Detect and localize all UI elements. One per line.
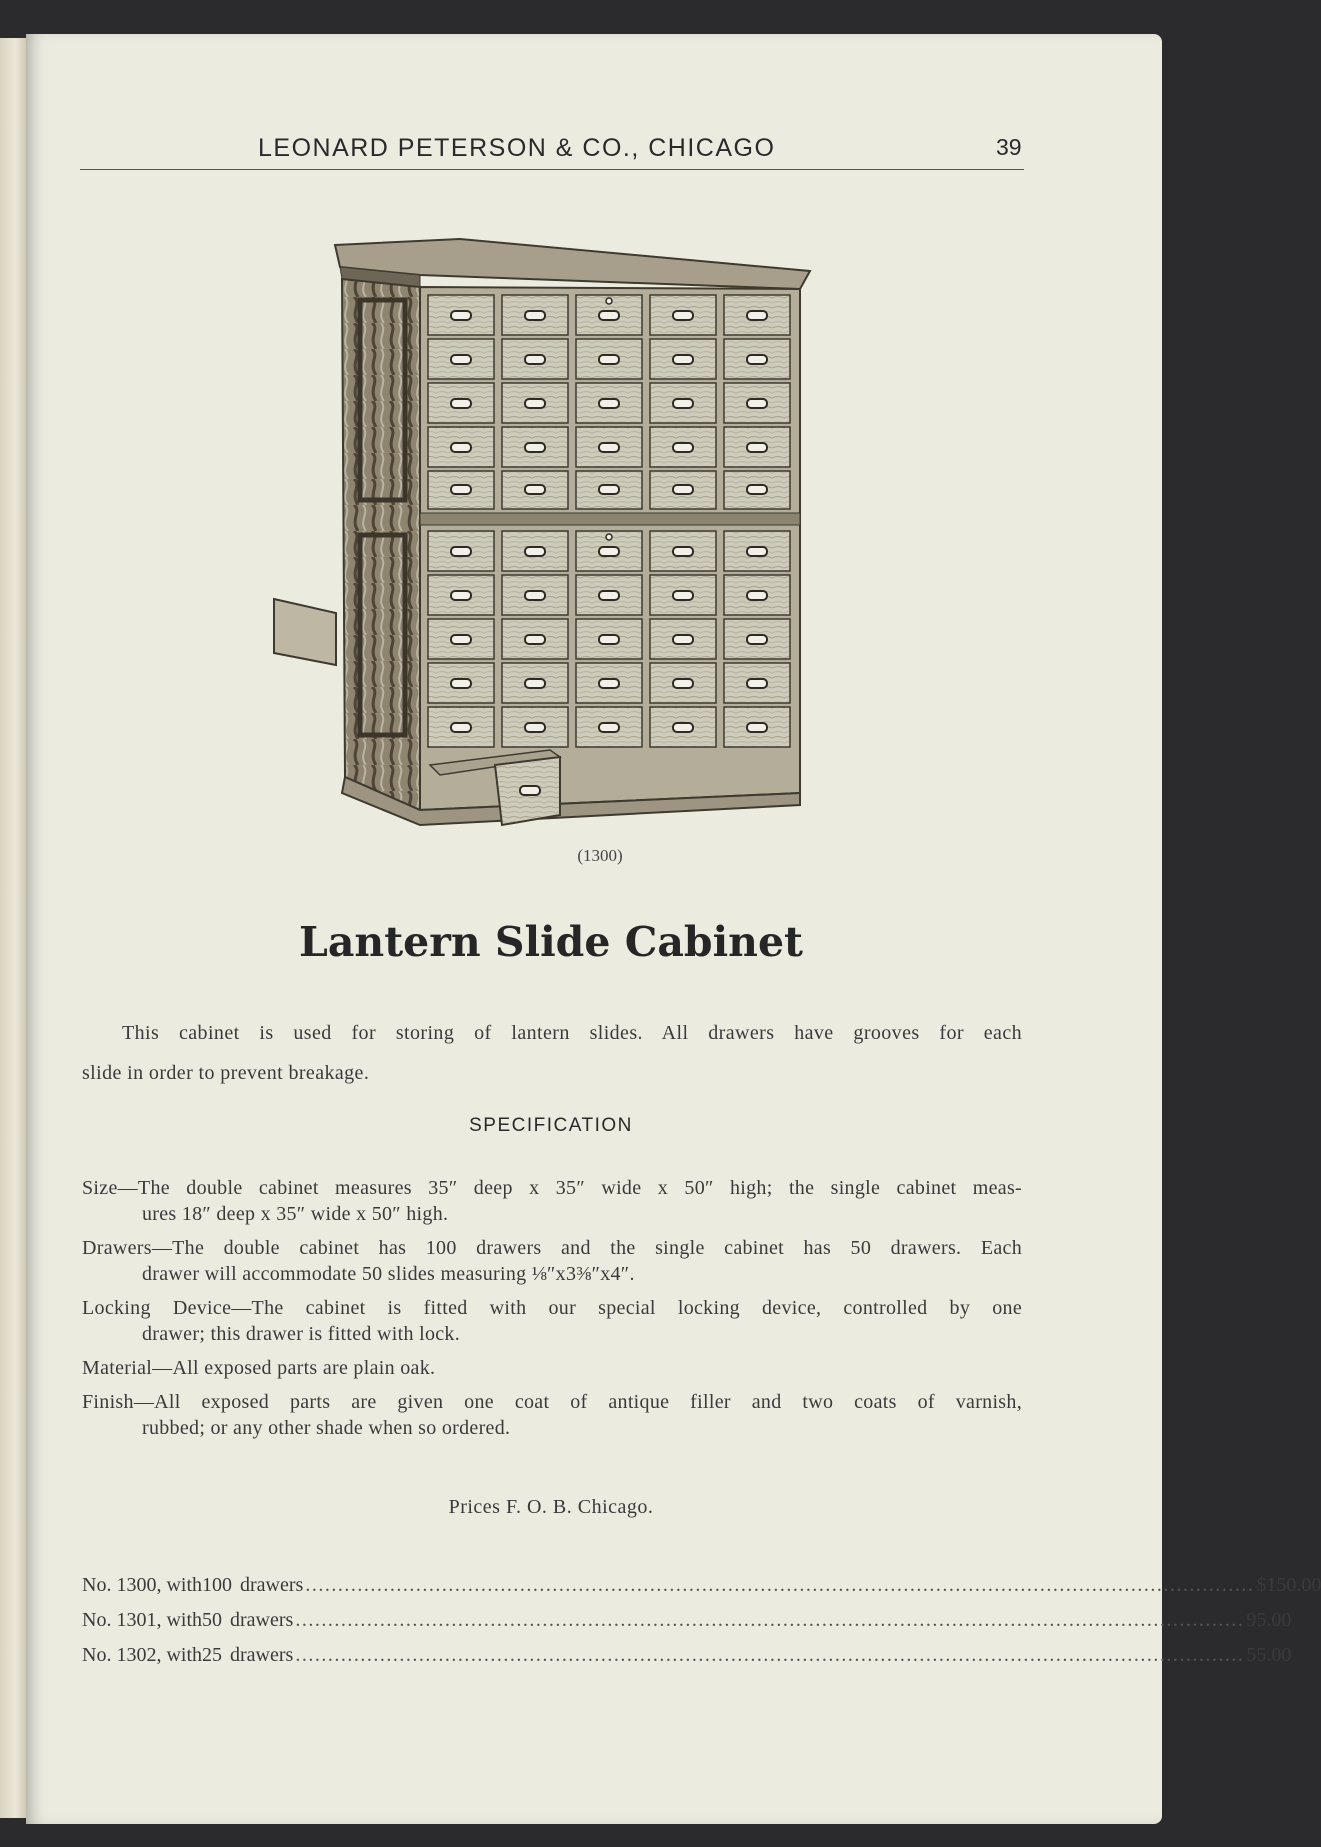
model-number: No. 1302, with <box>82 1644 202 1666</box>
spec-text: Drawers—The double cabinet has 100 drawers and the single cabinet has 50 drawers. Each <box>82 1237 1022 1259</box>
intro-paragraph <box>82 1013 1022 1093</box>
intro-line: slide in order to prevent breakage. <box>82 1062 370 1084</box>
specification-list <box>82 1175 1022 1449</box>
figure-caption: (1300) <box>577 846 623 865</box>
intro-line: This cabinet is used for storing of lantern slides. All drawers have grooves for each <box>122 1022 1022 1044</box>
spec-text: Locking Device—The cabinet is fitted with our special locking device, controlled by one <box>82 1297 1022 1319</box>
specification-heading: SPECIFICATION <box>469 1115 633 1136</box>
spec-item-drawers <box>82 1235 1022 1287</box>
spec-text-continued: drawer; this drawer is fitted with lock. <box>142 1323 461 1345</box>
model-number: No. 1300, with <box>82 1574 202 1596</box>
price: $150.00 <box>1256 1574 1321 1596</box>
price-row <box>82 1644 1292 1679</box>
price-list <box>82 1574 1321 1679</box>
drawer-unit: drawers <box>230 1609 294 1631</box>
spec-text: Finish—All exposed parts are given one coat of antique filler and two coats of varnish, <box>82 1391 1022 1413</box>
cabinet-illustration <box>280 245 820 835</box>
drawer-unit: drawers <box>230 1644 294 1666</box>
spec-item-finish <box>82 1389 1022 1441</box>
spec-text-continued: drawer will accommodate 50 slides measuring ⅛″x3⅜″x4″. <box>142 1263 635 1285</box>
spec-item-size <box>82 1175 1022 1227</box>
spec-text: Size—The double cabinet measures 35″ deep x 35″ wide x 50″ high; the single cabinet meas- <box>82 1177 1022 1199</box>
leader-dots: .................................................................................................................................................. <box>295 1644 1245 1666</box>
drawer-count: 25 <box>202 1644 222 1666</box>
prices-note: Prices F. O. B. Chicago. <box>448 1496 654 1518</box>
price-row <box>82 1574 1321 1609</box>
running-header: LEONARD PETERSON & CO., CHICAGO <box>258 134 776 162</box>
leader-dots: .................................................................................................................................................. <box>295 1609 1245 1631</box>
side-drawer <box>274 599 336 665</box>
price: 95.00 <box>1246 1609 1292 1631</box>
spec-item-locking-device <box>82 1295 1022 1347</box>
header-rule <box>80 169 1024 170</box>
leader-dots: .................................................................................................................................................. <box>305 1574 1255 1596</box>
spec-text-continued: ures 18″ deep x 35″ wide x 50″ high. <box>142 1203 449 1225</box>
drawer-count: 100 <box>202 1574 232 1596</box>
model-number: No. 1301, with <box>82 1609 202 1631</box>
price: 55.00 <box>1246 1644 1292 1666</box>
page-title: Lantern Slide Cabinet <box>299 918 803 966</box>
cabinet-side <box>342 279 420 810</box>
spec-text-continued: rubbed; or any other shade when so ordered. <box>142 1417 511 1439</box>
drawer-count: 50 <box>202 1609 222 1631</box>
spec-item-material <box>82 1355 1022 1381</box>
spec-text: Material—All exposed parts are plain oak. <box>82 1357 436 1379</box>
page-number: 39 <box>996 134 1022 160</box>
price-row <box>82 1609 1292 1644</box>
lock-keyhole <box>606 298 612 304</box>
drawer-unit: drawers <box>240 1574 304 1596</box>
